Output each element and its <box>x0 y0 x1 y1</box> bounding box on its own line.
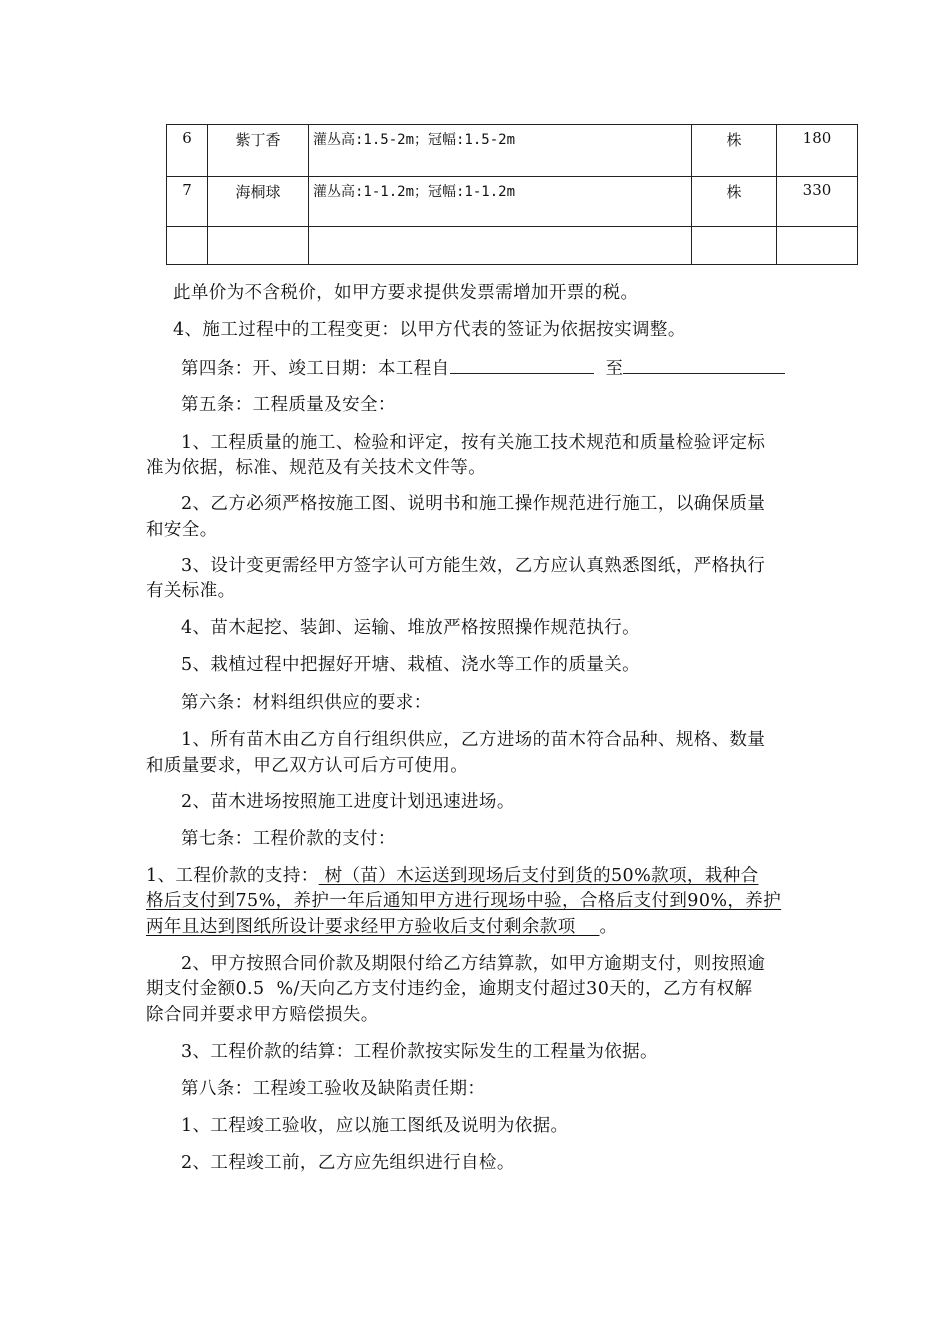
cell-qty <box>777 227 858 265</box>
quality-clause-1-line-2: 准为依据，标准、规范及有关技术文件等。 <box>146 458 487 478</box>
payment-terms-underlined-1: 树（苗）木运送到现场后支付到货的50%款项，栽种合 <box>318 866 759 886</box>
payment-terms-underlined-2: 格后支付到75%，养护一年后通知甲方进行现场中验，合格后支付到90%，养护 <box>146 891 782 911</box>
cell-spec: 灌丛高:1.5-2m；冠幅:1.5-2m <box>309 125 692 177</box>
quality-clause-3-line-2: 有关标准。 <box>146 581 236 601</box>
payment-clause-2-line-2: 期支付金额0.5 %/天向乙方支付违约金，逾期支付超过30天的，乙方有权解 <box>146 979 753 999</box>
quality-clause-2-line-1: 2、乙方必须严格按施工图、说明书和施工操作规范进行施工，以确保质量 <box>181 494 766 514</box>
quality-clause-4: 4、苗木起挖、装卸、运输、堆放严格按照操作规范执行。 <box>181 618 641 638</box>
cell-unit: 株 <box>692 177 777 227</box>
supply-clause-2: 2、苗木进场按照施工进度计划迅速进场。 <box>181 792 515 812</box>
quality-clause-1-line-1: 1、工程质量的施工、检验和评定，按有关施工技术规范和质量检验评定标 <box>181 433 766 453</box>
payment-clause-2-line-3: 除合同并要求甲方赔偿损失。 <box>146 1005 379 1025</box>
quality-clause-2-line-2: 和安全。 <box>146 520 218 540</box>
payment-terms-end: 。 <box>599 917 618 937</box>
start-date-blank <box>450 353 594 374</box>
article-7-heading: 第七条：工程价款的支付： <box>181 829 396 849</box>
tax-note: 此单价为不含税价，如甲方要求提供发票需增加开票的税。 <box>173 283 639 303</box>
change-clause: 4、施工过程中的工程变更：以甲方代表的签证为依据按实调整。 <box>173 320 686 340</box>
plant-items-table <box>166 124 858 265</box>
article-5-heading: 第五条：工程质量及安全： <box>181 395 396 415</box>
payment-clause-3: 3、工程价款的结算：工程价款按实际发生的工程量为依据。 <box>181 1042 658 1062</box>
quality-clause-5: 5、栽植过程中把握好开塘、栽植、浇水等工作的质量关。 <box>181 655 641 675</box>
table-row <box>167 177 858 227</box>
cell-name: 紫丁香 <box>208 125 309 177</box>
cell-qty: 330 <box>777 177 858 227</box>
article-8-heading: 第八条：工程竣工验收及缺陷责任期： <box>181 1079 486 1099</box>
cell-unit: 株 <box>692 125 777 177</box>
payment-terms-underlined-3: 两年且达到图纸所设计要求经甲方验收后支付剩余款项 <box>146 917 600 937</box>
article-4-dates <box>181 353 845 383</box>
supply-clause-1-line-2: 和质量要求，甲乙双方认可后方可使用。 <box>146 756 469 776</box>
cell-qty: 180 <box>777 125 858 177</box>
cell-spec <box>309 227 692 265</box>
article-6-heading: 第六条：材料组织供应的要求： <box>181 693 432 713</box>
acceptance-clause-1: 1、工程竣工验收，应以施工图纸及说明为依据。 <box>181 1116 569 1136</box>
to-label: 至 <box>605 359 624 379</box>
acceptance-clause-2: 2、工程竣工前，乙方应先组织进行自检。 <box>181 1153 515 1173</box>
cell-name: 海桐球 <box>208 177 309 227</box>
table-row <box>167 227 858 265</box>
cell-name <box>208 227 309 265</box>
cell-no: 6 <box>167 125 208 177</box>
cell-unit <box>692 227 777 265</box>
payment-clause-2-line-1: 2、甲方按照合同价款及期限付给乙方结算款，如甲方逾期支付，则按照逾 <box>181 954 766 974</box>
payment-clause-1-line-1 <box>146 862 810 890</box>
end-date-blank <box>623 353 785 374</box>
payment-clause-1-line-2 <box>146 887 810 915</box>
table-row <box>167 125 858 177</box>
supply-clause-1-line-1: 1、所有苗木由乙方自行组织供应，乙方进场的苗木符合品种、规格、数量 <box>181 730 766 750</box>
payment-clause-1-line-3 <box>146 913 810 941</box>
cell-spec: 灌丛高:1-1.2m；冠幅:1-1.2m <box>309 177 692 227</box>
article-4-label: 第四条：开、竣工日期：本工程自 <box>181 359 450 379</box>
quality-clause-3-line-1: 3、设计变更需经甲方签字认可方能生效，乙方应认真熟悉图纸，严格执行 <box>181 556 766 576</box>
payment-clause-1-label: 1、工程价款的支持： <box>146 866 319 886</box>
cell-no <box>167 227 208 265</box>
cell-no: 7 <box>167 177 208 227</box>
